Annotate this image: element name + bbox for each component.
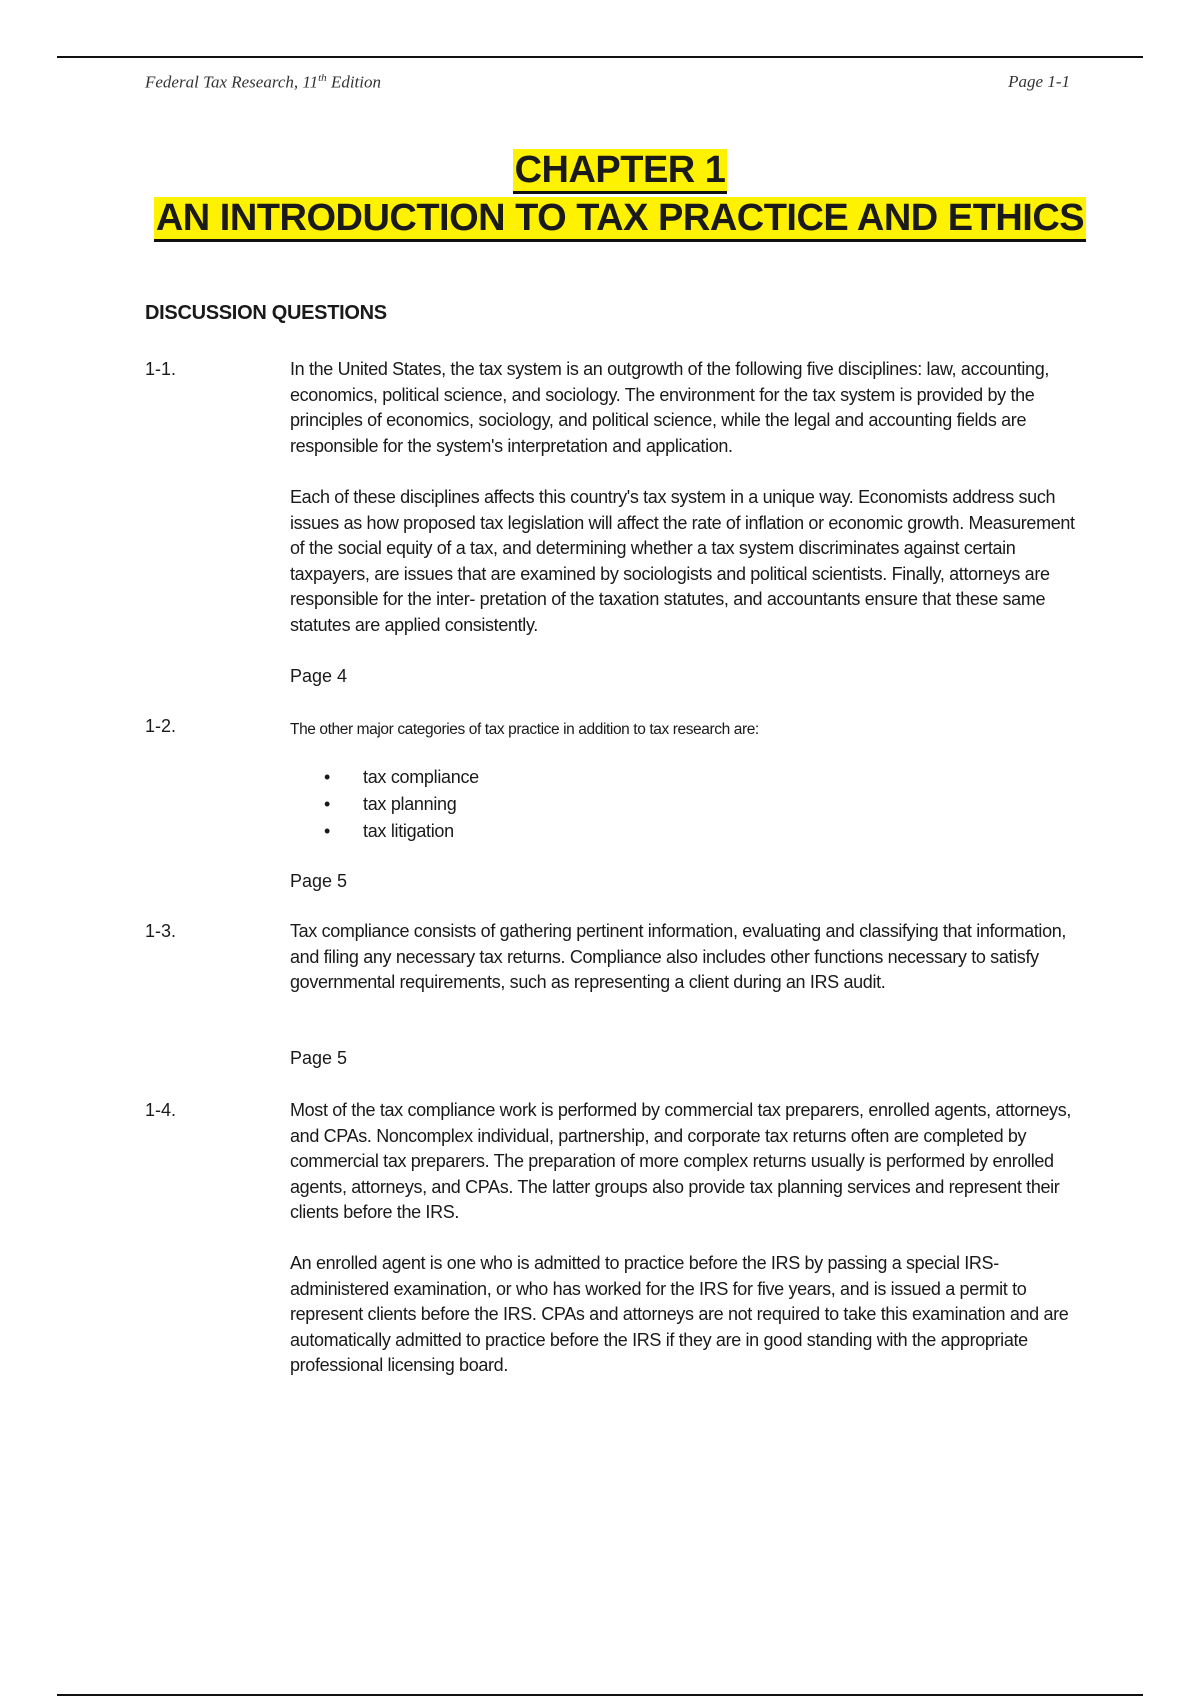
list-item: • tax litigation	[290, 818, 479, 845]
list-item: • tax compliance	[290, 764, 479, 791]
edition-label: Edition	[326, 72, 381, 92]
page-number: Page 1-1	[1008, 72, 1070, 91]
question-number: 1-1.	[145, 359, 177, 379]
answer-paragraph: The other major categories of tax practice in addition to tax research are:	[290, 721, 759, 738]
question-number: 1-3.	[145, 921, 177, 941]
header-rule	[57, 56, 1143, 58]
bullet-list	[290, 764, 479, 845]
answer-paragraph: An enrolled agent is one who is admitted to practice before the IRS by passing a special IRS-administered examination, or who has worked for the IRS for five years, and is issued a permit to represent clients before the IRS. CPAs and attorneys are not required to take this examination and are automatically admitted to practice before the IRS if they are in good standing with the appropriate professional licensing board.	[290, 1253, 1069, 1375]
answer-paragraph: Tax compliance consists of gathering pertinent information, evaluating and classifying that information, and filing any necessary tax returns. Compliance also includes other functions necessary to satisfy governmental requirements, such as representing a client during an IRS audit.	[290, 921, 1067, 992]
chapter-number: CHAPTER 1	[513, 149, 728, 194]
answer-paragraph: Most of the tax compliance work is performed by commercial tax preparers, enrolled agents, attorneys, and CPAs. Noncomplex individual, partnership, and corporate tax returns often are completed by commercial tax preparers. The preparation of more complex returns usually is performed by enrolled agents, attorneys, and CPAs. The latter groups also provide tax planning services and represent their clients before the IRS.	[290, 1100, 1072, 1222]
list-item: • tax planning	[290, 791, 479, 818]
running-header-title	[145, 72, 381, 93]
chapter-title	[0, 146, 1200, 242]
footer-rule	[57, 1694, 1143, 1696]
section-heading: DISCUSSION QUESTIONS	[145, 302, 387, 324]
edition-superscript: th	[318, 72, 327, 84]
answer-paragraph: Each of these disciplines affects this country's tax system in a unique way. Economists address such issues as how proposed tax legislation will affect the rate of inflation or economic growth. Measurement of the social equity of a tax, and determining whether a tax system discriminates against certain taxpayers, are issues that are examined by sociologists and political scientists. Finally, attorneys are responsible for the inter- pretation of the taxation statutes, and accountants ensure that these same statutes are applied consistently.	[290, 487, 1075, 635]
page-reference: Page 5	[290, 1048, 348, 1068]
page-reference: Page 5	[290, 871, 348, 891]
page-reference: Page 4	[290, 666, 348, 686]
answer-paragraph: In the United States, the tax system is an outgrowth of the following five disciplines: law, accounting, economics, political science, and sociology. The environment for the tax system is provided by the principles of economics, sociology, and political science, while the legal and accounting fields are responsible for the system's interpretation and application.	[290, 359, 1050, 456]
question-number: 1-2.	[145, 716, 177, 736]
chapter-name: AN INTRODUCTION TO TAX PRACTICE AND ETHICS	[154, 197, 1086, 242]
question-number: 1-4.	[145, 1100, 177, 1120]
book-title: Federal Tax Research, 11	[145, 72, 319, 92]
